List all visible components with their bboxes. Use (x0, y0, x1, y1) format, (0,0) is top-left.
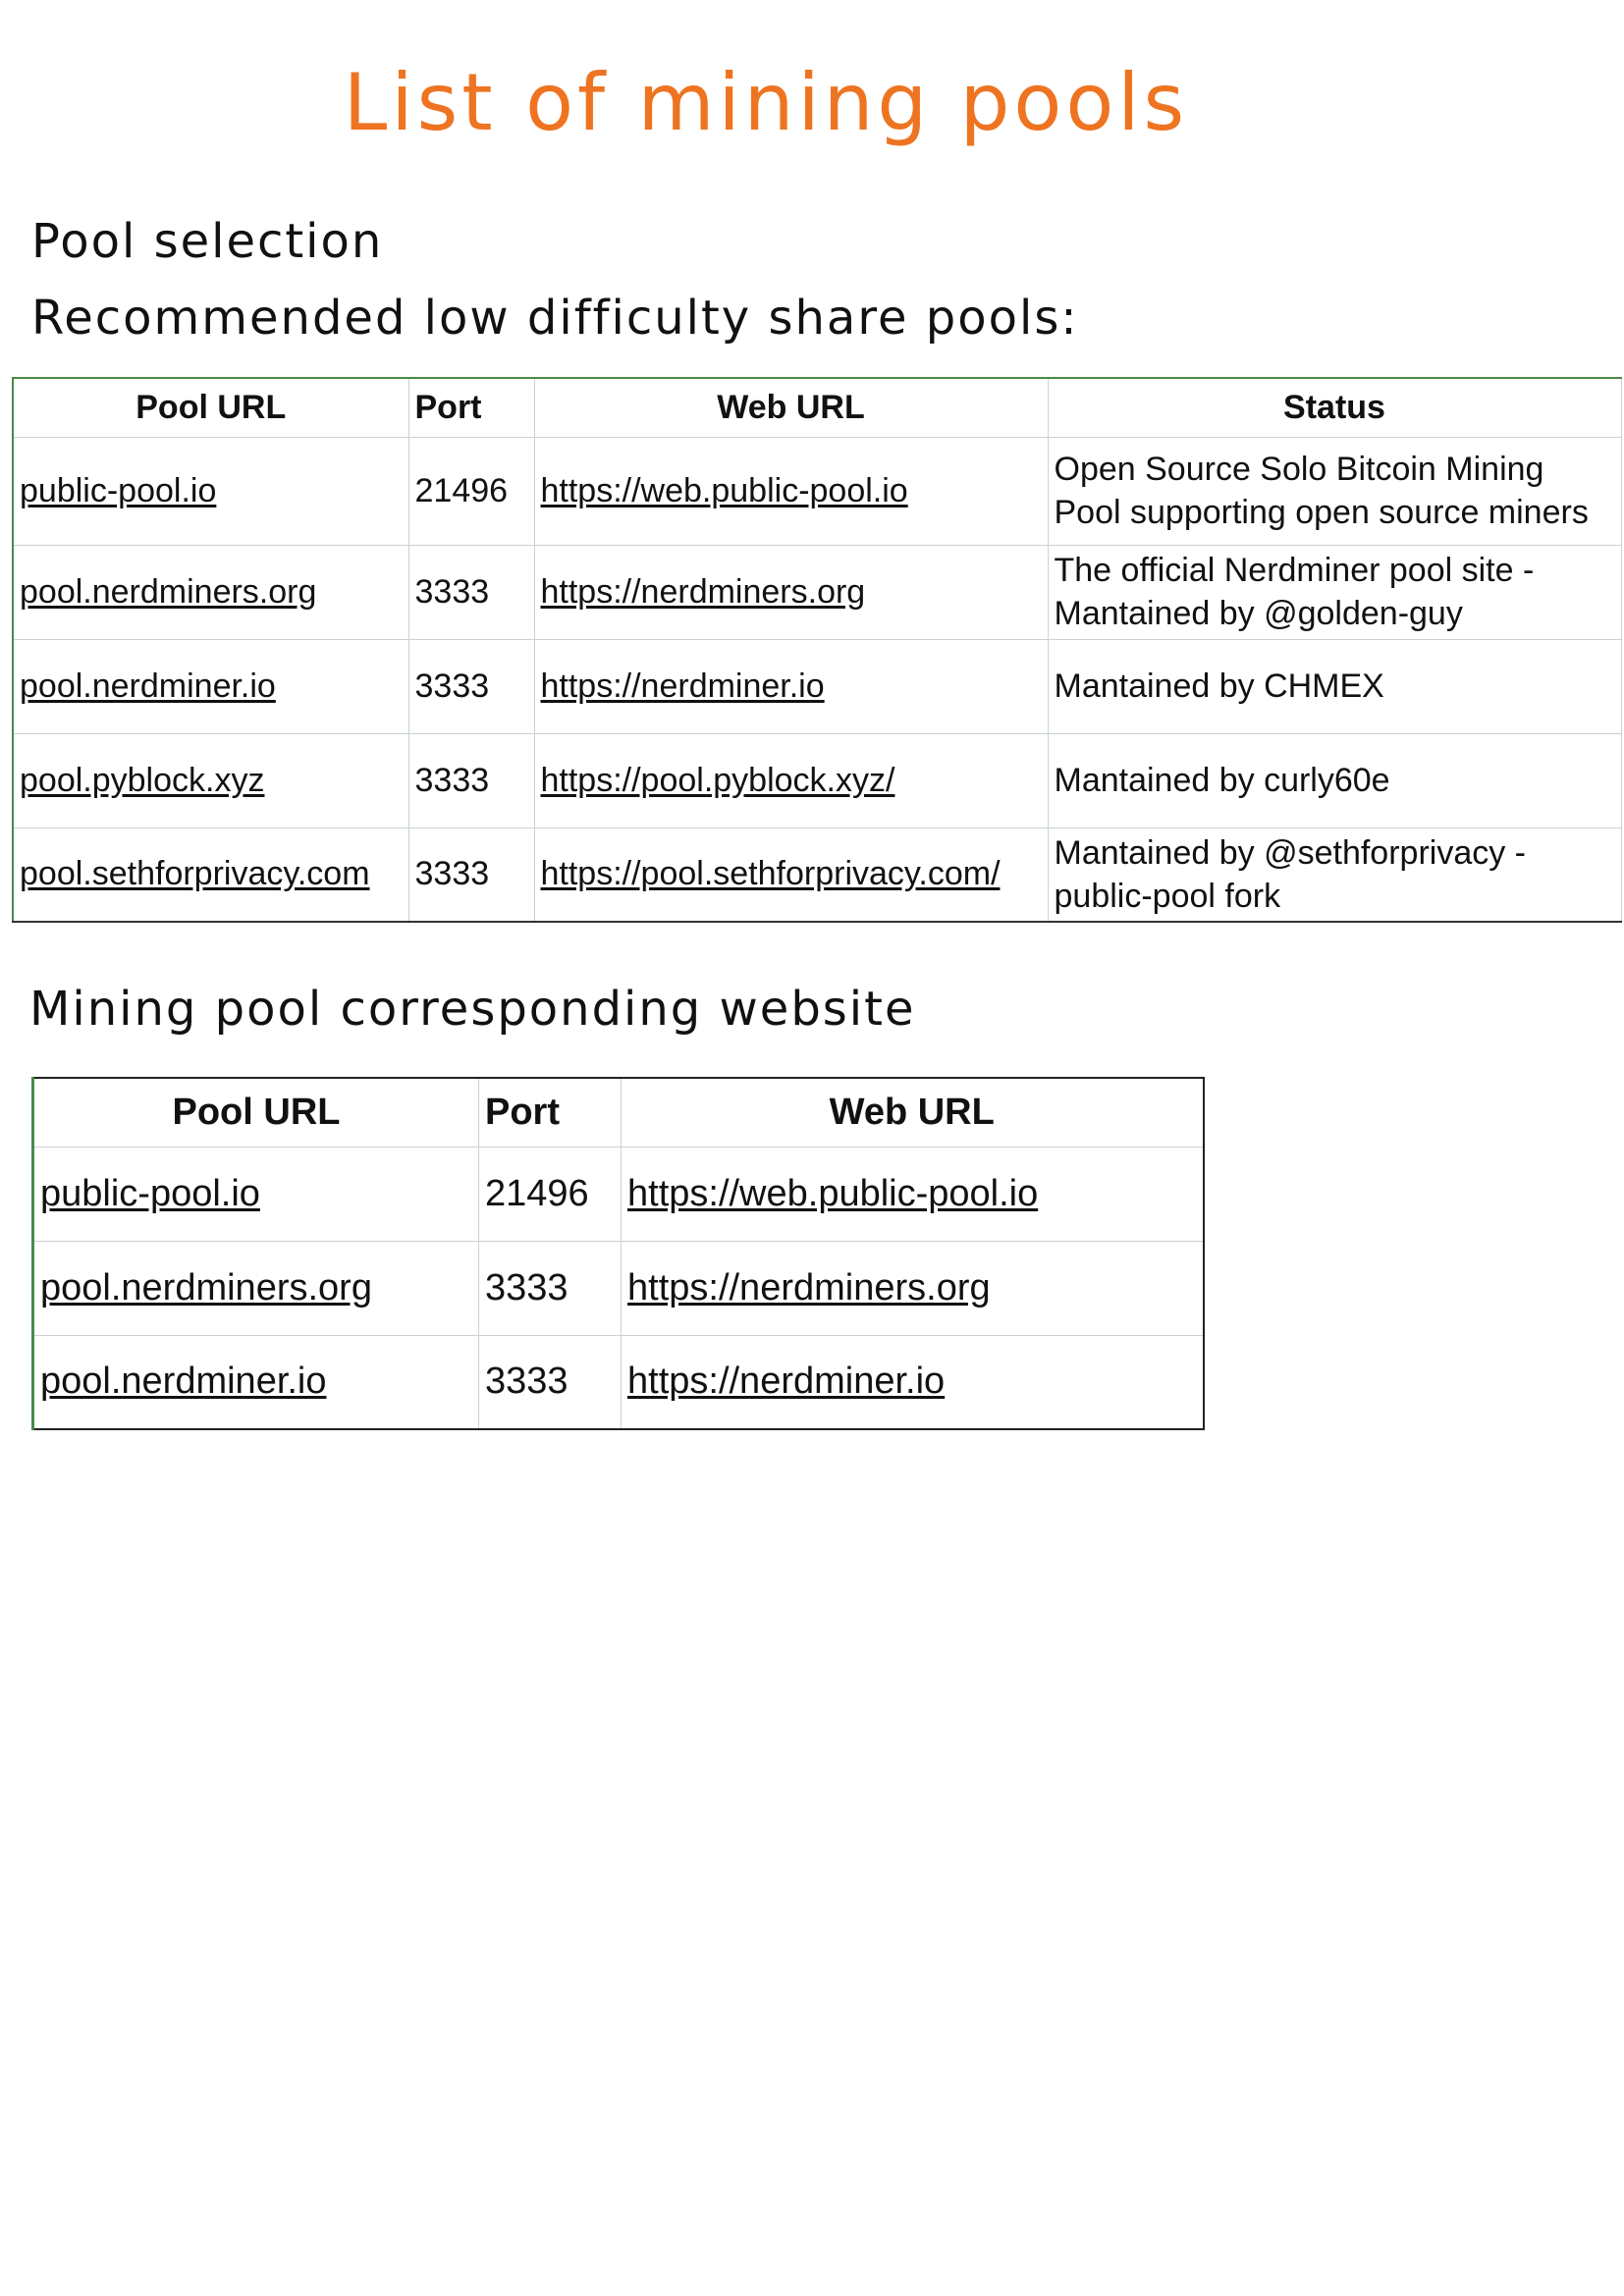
pool-url-link[interactable]: pool.nerdminers.org (40, 1266, 372, 1308)
column-header-web-url: Web URL (622, 1078, 1204, 1147)
recommended-pools-table (12, 377, 1622, 923)
status-cell: Open Source Solo Bitcoin Mining Pool supporting open source miners (1048, 437, 1621, 545)
table-row (33, 1241, 1204, 1335)
port-cell: 21496 (479, 1147, 622, 1241)
port-cell: 3333 (408, 545, 534, 639)
column-header-port: Port (479, 1078, 622, 1147)
pool-website-heading: Mining pool corresponding website (29, 982, 916, 1037)
recommended-pools-heading: Recommended low difficulty share pools: (31, 291, 1079, 346)
column-header-port: Port (408, 378, 534, 437)
pool-url-link[interactable]: public-pool.io (20, 471, 217, 509)
page-title: List of mining pools (343, 57, 1189, 148)
table-header-row (13, 378, 1621, 437)
web-url-link[interactable]: https://web.public-pool.io (540, 471, 908, 509)
web-url-link[interactable]: https://nerdminer.io (540, 667, 825, 705)
web-url-link[interactable]: https://nerdminers.org (540, 572, 866, 611)
pool-url-link[interactable]: pool.nerdminers.org (20, 572, 317, 611)
port-cell: 3333 (408, 828, 534, 922)
status-cell: Mantained by @sethforprivacy - public-pool fork (1048, 828, 1621, 922)
table-row (13, 733, 1621, 828)
table-row (13, 545, 1621, 639)
status-cell: Mantained by CHMEX (1048, 639, 1621, 733)
table-row (13, 639, 1621, 733)
status-cell: The official Nerdminer pool site - Mantained by @golden-guy (1048, 545, 1621, 639)
pool-url-link[interactable]: public-pool.io (40, 1172, 260, 1214)
column-header-pool-url: Pool URL (33, 1078, 479, 1147)
column-header-web-url: Web URL (534, 378, 1048, 437)
port-cell: 3333 (479, 1241, 622, 1335)
web-url-link[interactable]: https://pool.pyblock.xyz/ (540, 761, 895, 799)
port-cell: 21496 (408, 437, 534, 545)
pool-website-table (31, 1077, 1205, 1430)
web-url-link[interactable]: https://nerdminer.io (627, 1361, 946, 1403)
web-url-link[interactable]: https://web.public-pool.io (627, 1172, 1039, 1214)
port-cell: 3333 (408, 733, 534, 828)
port-cell: 3333 (408, 639, 534, 733)
web-url-link[interactable]: https://pool.sethforprivacy.com/ (540, 855, 1001, 893)
web-url-link[interactable]: https://nerdminers.org (627, 1266, 991, 1308)
table-row (13, 828, 1621, 922)
port-cell: 3333 (479, 1335, 622, 1429)
column-header-status: Status (1048, 378, 1621, 437)
status-cell: Mantained by curly60e (1048, 733, 1621, 828)
pool-url-link[interactable]: pool.sethforprivacy.com (20, 855, 370, 893)
table-row (13, 437, 1621, 545)
pool-url-link[interactable]: pool.pyblock.xyz (20, 761, 265, 799)
table-row (33, 1147, 1204, 1241)
pool-url-link[interactable]: pool.nerdminer.io (40, 1361, 327, 1403)
column-header-pool-url: Pool URL (13, 378, 408, 437)
pool-url-link[interactable]: pool.nerdminer.io (20, 667, 276, 705)
table-header-row (33, 1078, 1204, 1147)
table-row (33, 1335, 1204, 1429)
pool-selection-heading: Pool selection (31, 214, 384, 269)
